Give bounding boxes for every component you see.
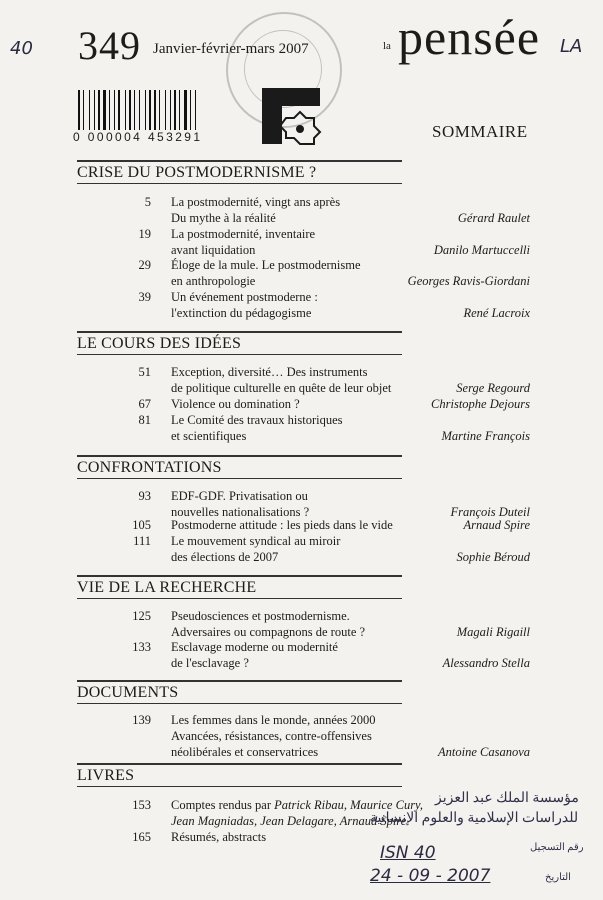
page-number: 111 bbox=[133, 534, 151, 548]
barcode-bar bbox=[107, 90, 108, 130]
entry-author: Gérard Raulet bbox=[457, 211, 530, 225]
barcode-bar bbox=[98, 90, 100, 130]
entry-title: Pseudosciences et postmodernisme. Adversaires ou compagnons de route ? bbox=[171, 609, 366, 639]
registration-number: ISN 40 bbox=[380, 843, 436, 863]
entry-title: Violence ou domination ? bbox=[171, 397, 300, 411]
page-number: 125 bbox=[132, 609, 151, 623]
barcode-bar bbox=[145, 90, 146, 130]
entry-title: Exception, diversité… Des instruments de politique culturelle en quête de leur objet bbox=[171, 365, 392, 395]
barcode-bar bbox=[125, 90, 126, 130]
barcode-bar bbox=[157, 90, 158, 130]
barcode-bar bbox=[101, 90, 102, 130]
entry-title: Comptes rendus par Patrick Ribau, Maurice Cury, Jean Magniadas, Jean Delagare, Arnaud Spire bbox=[171, 798, 424, 828]
entry-author: Antoine Casanova bbox=[437, 745, 530, 759]
barcode-bar bbox=[81, 90, 82, 130]
page-number: 139 bbox=[132, 713, 151, 727]
registration-date: 24 - 09 - 2007 bbox=[370, 866, 491, 886]
barcode-bar bbox=[85, 90, 88, 130]
entry-title: Esclavage moderne ou modernité de l'esclavage ? bbox=[171, 640, 338, 670]
entry-author: Arnaud Spire bbox=[463, 518, 530, 532]
section-title: CRISE DU POSTMODERNISME ? bbox=[77, 160, 402, 184]
barcode-bar bbox=[161, 90, 164, 130]
margin-note-left: 40 bbox=[10, 38, 33, 59]
barcode-bar bbox=[179, 90, 180, 130]
issue-date: Janvier-février-mars 2007 bbox=[153, 41, 309, 57]
page-number: 39 bbox=[138, 290, 151, 304]
barcode-bar bbox=[114, 90, 115, 130]
barcode-bar bbox=[192, 90, 194, 130]
entry-author: Danilo Martuccelli bbox=[433, 243, 530, 257]
entry-author: Magali Rigaill bbox=[456, 625, 530, 639]
section-title: VIE DE LA RECHERCHE bbox=[77, 575, 402, 599]
barcode-bar bbox=[94, 90, 95, 130]
journal-prefix: la bbox=[383, 40, 391, 52]
page-number: 165 bbox=[132, 830, 151, 844]
barcode-bar bbox=[129, 90, 131, 130]
library-stamp-line2: للدراسات الإسلامية والعلوم الإنسانية bbox=[370, 811, 579, 826]
margin-note-right: LA bbox=[560, 36, 583, 57]
section-title: LE COURS DES IDÉES bbox=[77, 331, 402, 355]
barcode-bar bbox=[83, 90, 84, 130]
section-title: LIVRES bbox=[77, 763, 402, 787]
entry-author: Martine François bbox=[441, 429, 530, 443]
issue-number: 349 bbox=[78, 23, 141, 68]
barcode-bar bbox=[172, 90, 173, 130]
barcode-bar bbox=[134, 90, 135, 130]
barcode-bar bbox=[170, 90, 171, 130]
barcode-bar bbox=[127, 90, 128, 130]
barcode-bar bbox=[103, 90, 106, 130]
entry-author: François Duteil bbox=[450, 505, 530, 519]
entry-author: René Lacroix bbox=[463, 306, 530, 320]
date-label: التاريخ bbox=[545, 872, 571, 883]
barcode-bar bbox=[184, 90, 187, 130]
barcode-bar bbox=[118, 90, 120, 130]
entry-title: Un événement postmoderne : l'extinction du pédagogisme bbox=[171, 290, 318, 320]
page-number: 19 bbox=[138, 227, 151, 241]
barcode-bar bbox=[147, 90, 148, 130]
barcode-bar bbox=[195, 90, 196, 130]
barcode-bar bbox=[197, 90, 198, 130]
barcode-bar bbox=[149, 90, 151, 130]
barcode-bar bbox=[121, 90, 124, 130]
barcode-bar bbox=[159, 90, 160, 130]
barcode-bar bbox=[177, 90, 178, 130]
sommaire-heading: SOMMAIRE bbox=[432, 122, 528, 141]
entry-author: Alessandro Stella bbox=[442, 656, 530, 670]
entry-author: Sophie Béroud bbox=[456, 550, 530, 564]
barcode-number: 0 000004 453291 bbox=[73, 130, 203, 144]
barcode-bar bbox=[111, 90, 113, 130]
barcode-bar bbox=[109, 90, 110, 130]
entry-title: La postmodernité, inventaire avant liquidation bbox=[171, 227, 316, 257]
section-title: DOCUMENTS bbox=[77, 680, 402, 704]
entry-author: Christophe Dejours bbox=[431, 397, 530, 411]
page-number: 51 bbox=[138, 365, 151, 379]
barcode-bar bbox=[132, 90, 133, 130]
page-number: 105 bbox=[132, 518, 151, 532]
entry-title: Postmoderne attitude : les pieds dans le vide bbox=[171, 518, 393, 532]
registration-label: رقم التسجيل bbox=[530, 842, 584, 853]
barcode-bar bbox=[141, 90, 144, 130]
entry-title: Les femmes dans le monde, années 2000 Avancées, résistances, contre-offensives néolibérales et conservatrices bbox=[171, 713, 376, 759]
page-number: 81 bbox=[138, 413, 151, 427]
page-number: 29 bbox=[138, 258, 151, 272]
page-number: 93 bbox=[138, 489, 151, 503]
barcode-bar bbox=[174, 90, 176, 130]
entry-author: Georges Ravis-Giordani bbox=[407, 274, 530, 288]
entry-title: La postmodernité, vingt ans après Du mythe à la réalité bbox=[171, 195, 341, 225]
journal-title: pensée bbox=[398, 9, 541, 65]
page-number: 133 bbox=[132, 640, 151, 654]
publisher-logo-icon bbox=[260, 86, 322, 146]
barcode-bar bbox=[78, 90, 80, 130]
entry-title: Éloge de la mule. Le postmodernisme en anthropologie bbox=[171, 258, 361, 288]
barcode-bar bbox=[188, 90, 189, 130]
entry-title: Résumés, abstracts bbox=[171, 830, 267, 844]
barcode-bar bbox=[91, 90, 93, 130]
barcode-bar bbox=[136, 90, 138, 130]
page-number: 5 bbox=[144, 195, 151, 209]
entry-title: Le Comité des travaux historiques et scientifiques bbox=[171, 413, 343, 443]
page-number: 153 bbox=[132, 798, 151, 812]
barcode-bar bbox=[96, 90, 97, 130]
barcode-bar bbox=[154, 90, 156, 130]
barcode-bar bbox=[89, 90, 90, 130]
barcode bbox=[78, 90, 256, 130]
entry-title: Le mouvement syndical au miroir des élections de 2007 bbox=[171, 534, 341, 564]
barcode-bar bbox=[165, 90, 166, 130]
section-title: CONFRONTATIONS bbox=[77, 455, 402, 479]
barcode-bar bbox=[181, 90, 183, 130]
library-stamp-line1: مؤسسة الملك عبد العزيز bbox=[435, 791, 579, 806]
entry-title: EDF-GDF. Privatisation ou nouvelles nationalisations ? bbox=[171, 489, 310, 519]
page-number: 67 bbox=[138, 397, 151, 411]
barcode-bar bbox=[139, 90, 140, 130]
barcode-bar bbox=[152, 90, 153, 130]
barcode-bar bbox=[167, 90, 169, 130]
barcode-bar bbox=[116, 90, 117, 130]
entry-author: Serge Regourd bbox=[456, 381, 530, 395]
barcode-bar bbox=[190, 90, 191, 130]
